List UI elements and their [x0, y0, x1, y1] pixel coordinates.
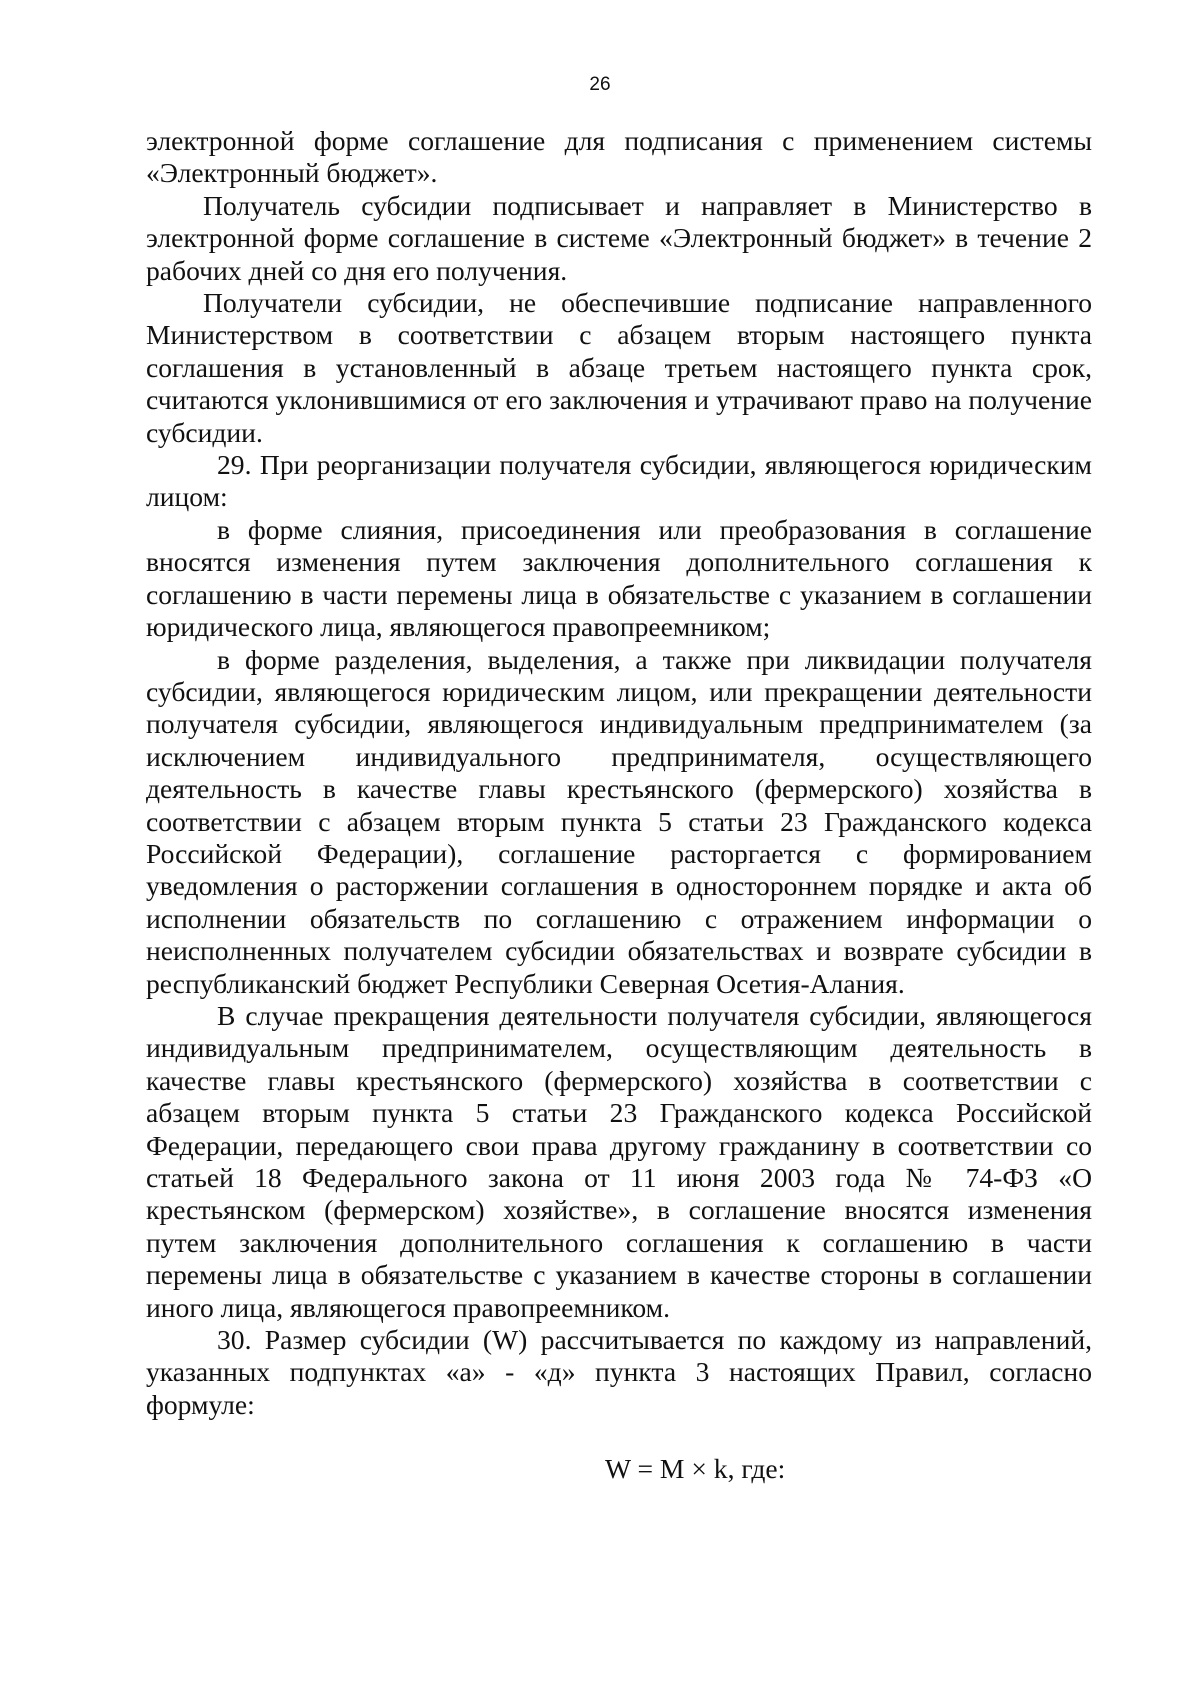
- paragraph-recipient-signs: Получатель субсидии подписывает и направляет в Министерство в электронной форме соглашение в системе «Электронный бюджет» в течение 2 рабочих дней со дня его получения.: [146, 189, 1092, 286]
- paragraph-item-29: 29. При реорганизации получателя субсидии, являющегося юридическим лицом:: [146, 449, 1092, 513]
- page-number: 26: [589, 74, 611, 95]
- paragraph-item-30: 30. Размер субсидии (W) рассчитывается по каждому из направлений, указанных подпунктах «а» - «д» пункта 3 настоящих Правил, согласно формуле:: [146, 1324, 1092, 1420]
- paragraph-recipients-evading: Получатели субсидии, не обеспечившие подписание направленного Министерством в соответствии с абзацем вторым настоящего пункта соглашения в установленный в абзаце третьем настоящего пункта срок, считаются уклонившимися от его заключения и утрачивают право на получение субсидии.: [146, 287, 1092, 448]
- paragraph-continuation: электронной форме соглашение для подписания с применением системы «Электронный бюджет».: [146, 125, 1092, 189]
- document-body: [146, 125, 1092, 1421]
- paragraph-termination: В случае прекращения деятельности получателя субсидии, являющегося индивидуальным предпринимателем, осуществляющим деятельность в качестве главы крестьянского (фермерского) хозяйства в соответствии с абзацем вторым пункта 5 статьи 23 Гражданского кодекса Российской Федерации, передающего свои права другому гражданину в соответствии со статьей 18 Федерального закона от 11 июня 2003 года № 74-ФЗ «О крестьянском (фермерском) хозяйстве», в соглашение вносятся изменения путем заключения дополнительного соглашения к соглашению в части перемены лица в обязательстве с указанием в качестве стороны в соглашении иного лица, являющегося правопреемником.: [146, 999, 1092, 1323]
- paragraph-division: в форме разделения, выделения, а также при ликвидации получателя субсидии, являющегося юридическим лицом, или прекращении деятельности получателя субсидии, являющегося индивидуальным предпринимателем (за исключением индивидуального предпринимателя, осуществляющего деятельность в качестве главы крестьянского (фермерского) хозяйства в соответствии с абзацем вторым пункта 5 статьи 23 Гражданского кодекса Российской Федерации), соглашение расторгается с формированием уведомления о расторжении соглашения в одностороннем порядке и акта об исполнении обязательств по соглашению с отражением информации о неисполненных получателем субсидии обязательствах и возврате субсидии в республиканский бюджет Республики Северная Осетия-Алания.: [146, 643, 1092, 999]
- paragraph-merger: в форме слияния, присоединения или преобразования в соглашение вносятся изменения путем заключения дополнительного соглашения к соглашению в части перемены лица в обязательстве с указанием в соглашении юридического лица, являющегося правопреемником;: [146, 513, 1092, 643]
- subsidy-formula: W = M × k, где:: [605, 1453, 786, 1484]
